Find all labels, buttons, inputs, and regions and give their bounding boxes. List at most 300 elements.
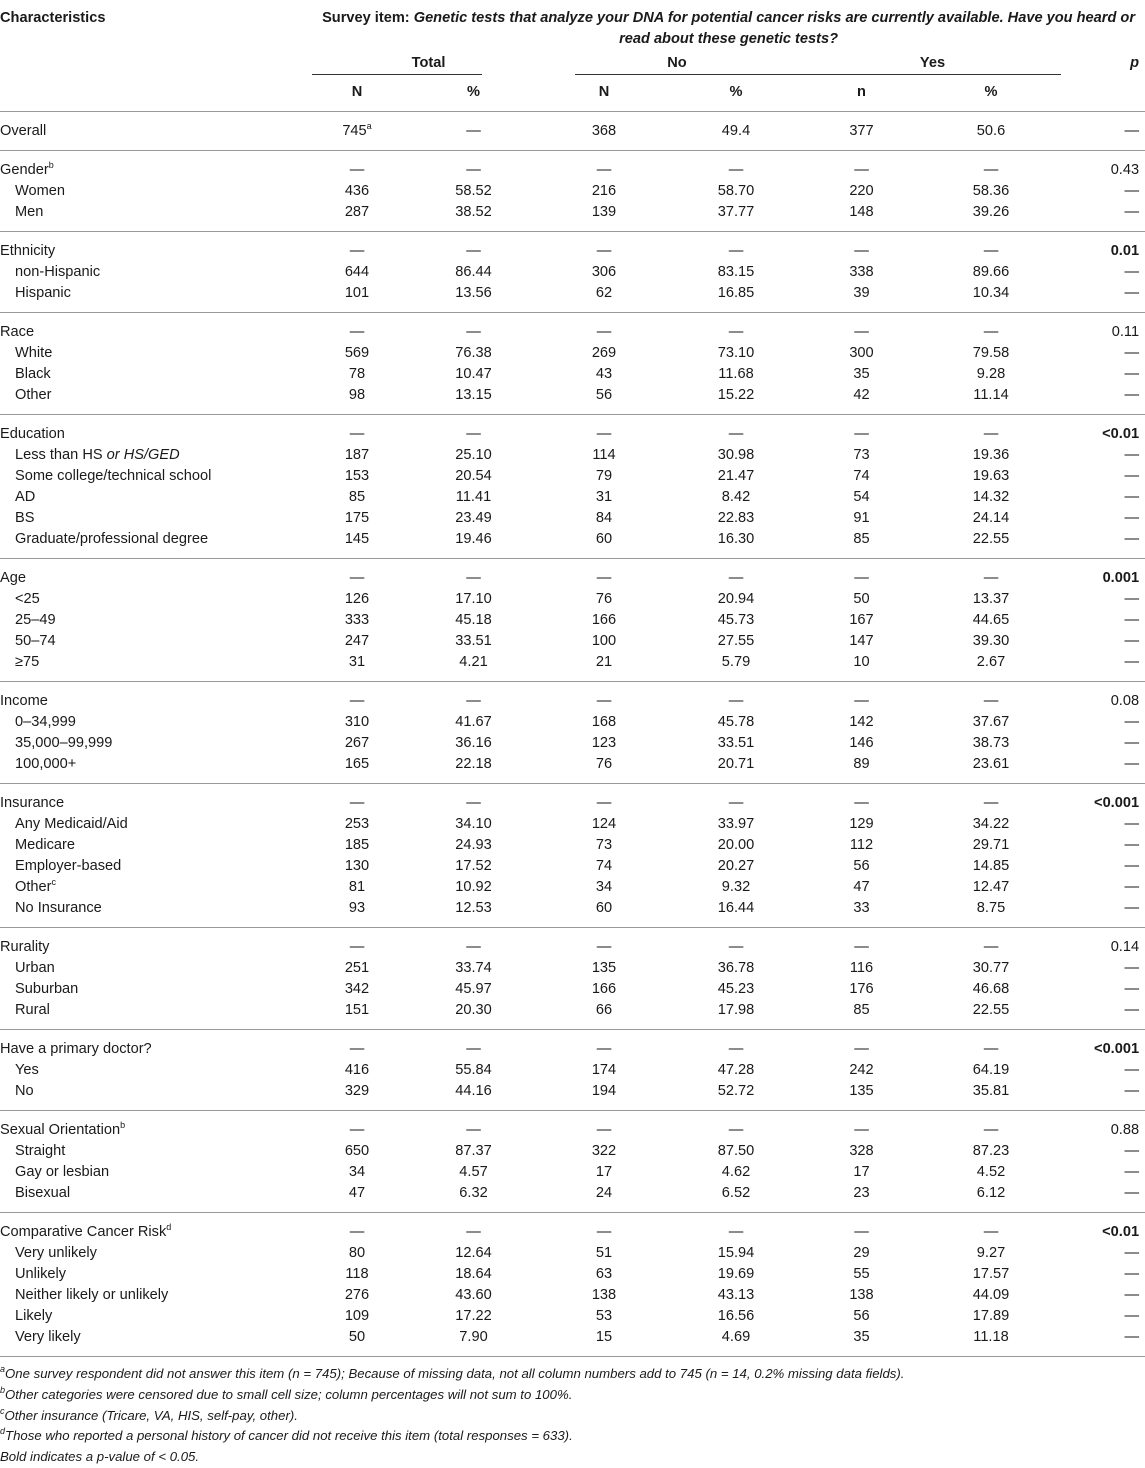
table-cell: 342 — [344, 981, 370, 997]
table-cell: 64.19 — [972, 1062, 1010, 1078]
table-cell: 216 — [591, 183, 617, 199]
p-value-cell: — — [1124, 1164, 1140, 1180]
table-cell: 87.23 — [972, 1143, 1010, 1159]
footnote-text: Other insurance (Tricare, VA, HIS, self-pay, other). — [4, 1407, 298, 1423]
row-label-text: 50–74 — [15, 633, 56, 649]
table-row — [0, 877, 1145, 898]
row-label — [0, 1141, 312, 1162]
p-value-cell: — — [1124, 879, 1140, 895]
row-label-text: Very unlikely — [15, 1245, 97, 1261]
table-cell: 89.66 — [972, 264, 1010, 280]
table-row — [0, 508, 1145, 529]
row-label — [0, 814, 312, 835]
table-cell: 56 — [853, 1308, 870, 1324]
row-label — [0, 1264, 312, 1285]
dash-cell: — — [466, 162, 481, 178]
table-cell: 15.94 — [717, 1245, 755, 1261]
table-row — [0, 1141, 1145, 1162]
table-cell: 20.30 — [402, 1000, 545, 1030]
row-label-text: Women — [15, 183, 66, 199]
dash-cell: — — [466, 1224, 481, 1240]
table-cell: 251 — [344, 960, 370, 976]
table-cell: 338 — [849, 264, 874, 280]
dash-cell: — — [466, 939, 481, 955]
table-cell: 194 — [545, 1081, 663, 1111]
section-label — [0, 415, 312, 446]
row-label — [0, 1306, 312, 1327]
table-cell: 151 — [312, 1000, 402, 1030]
table-cell: 220 — [849, 183, 874, 199]
table-cell: 76 — [595, 591, 613, 607]
section-label-text: Have a primary doctor? — [0, 1041, 152, 1057]
p-value-cell: 0.08 — [1110, 693, 1140, 709]
dash-cell: — — [596, 939, 612, 955]
table-cell: 9.27 — [976, 1245, 1006, 1261]
table-cell: 43 — [595, 366, 613, 382]
table-cell: 4.57 — [459, 1164, 488, 1180]
table-cell: 58.70 — [717, 183, 755, 199]
table-cell: 11.18 — [914, 1327, 1068, 1357]
table-cell: 123 — [591, 735, 617, 751]
table-cell: 135 — [591, 960, 617, 976]
p-value-cell: <0.001 — [1094, 1041, 1140, 1057]
dash-cell: — — [983, 693, 999, 709]
table-cell: 49.4 — [663, 112, 809, 151]
table-row — [0, 1081, 1145, 1111]
table-cell: 139 — [545, 202, 663, 232]
table-cell: 53 — [595, 1308, 613, 1324]
dash-cell: — — [728, 324, 744, 340]
table-cell: 166 — [591, 612, 617, 628]
table-cell: 5.79 — [663, 652, 809, 682]
p-value-cell: — — [1124, 816, 1140, 832]
table-cell: 100 — [591, 633, 617, 649]
p-value-cell: — — [1124, 858, 1140, 874]
table-row — [0, 1183, 1145, 1213]
row-label-text: Graduate/professional degree — [15, 531, 209, 547]
table-cell: 41.67 — [455, 714, 492, 730]
row-label-text: ≥75 — [15, 654, 40, 670]
table-cell: 39.26 — [914, 202, 1068, 232]
table-cell: 416 — [344, 1062, 370, 1078]
table-cell: 168 — [591, 714, 617, 730]
table-cell: 39 — [809, 283, 914, 313]
table-cell: 129 — [849, 816, 874, 832]
dash-cell: — — [596, 324, 612, 340]
table-cell: 436 — [344, 183, 370, 199]
row-label — [0, 529, 312, 559]
p-value-cell: — — [1124, 633, 1140, 649]
p-value-cell: 0.11 — [1111, 324, 1140, 340]
table-cell: 174 — [591, 1062, 617, 1078]
table-cell: 10.92 — [455, 879, 492, 895]
table-cell: 17.98 — [663, 1000, 809, 1030]
row-label-text: 25–49 — [15, 612, 56, 628]
table-row — [0, 754, 1145, 784]
row-label-text: Unlikely — [15, 1266, 67, 1282]
dash-cell: — — [983, 939, 999, 955]
table-cell: 50 — [312, 1327, 402, 1357]
table-cell: 22.18 — [402, 754, 545, 784]
table-cell: 44.16 — [402, 1081, 545, 1111]
subheader-spacer — [0, 78, 312, 112]
table-cell: 63 — [595, 1266, 613, 1282]
subheader-cell: % — [914, 78, 1068, 112]
table-cell: 54 — [853, 489, 870, 505]
dash-cell: — — [854, 243, 869, 259]
table-cell: 6.32 — [402, 1183, 545, 1213]
dash-cell: — — [728, 693, 744, 709]
p-value-cell: 0.01 — [1110, 243, 1140, 259]
row-label-text: Neither likely or unlikely — [15, 1287, 169, 1303]
cell-value: 745 — [342, 123, 367, 139]
dash-cell: — — [728, 162, 744, 178]
table-row — [0, 343, 1145, 364]
table-cell: 47 — [853, 879, 870, 895]
table-cell: 8.75 — [914, 898, 1068, 928]
p-value-cell: 0.14 — [1110, 939, 1140, 955]
dash-cell: — — [983, 162, 999, 178]
table-cell: 58.36 — [972, 183, 1010, 199]
table-cell: 147 — [849, 633, 874, 649]
row-label — [0, 1285, 312, 1306]
table-cell: 14.32 — [972, 489, 1010, 505]
row-label — [0, 445, 312, 466]
p-value-cell: — — [1068, 1183, 1145, 1213]
table-cell: 93 — [312, 898, 402, 928]
table-cell: 368 — [545, 112, 663, 151]
dash-cell: — — [349, 939, 365, 955]
table-cell: 142 — [849, 714, 874, 730]
row-label-text: Less than HS — [15, 447, 107, 463]
footnote — [0, 1385, 1145, 1406]
table-cell: 58.52 — [455, 183, 492, 199]
table-cell: 310 — [344, 714, 370, 730]
dash-cell: — — [349, 1041, 365, 1057]
row-label-text: AD — [15, 489, 36, 505]
group-total-label: Total — [411, 55, 446, 71]
p-value-cell: — — [1068, 529, 1145, 559]
row-label — [0, 1243, 312, 1264]
dash-cell: — — [466, 570, 481, 586]
table-cell: 13.15 — [402, 385, 545, 415]
table-cell: 79.58 — [972, 345, 1010, 361]
row-label-text: Suburban — [15, 981, 79, 997]
table-cell: 76 — [545, 754, 663, 784]
dash-cell: — — [854, 426, 869, 442]
group-no-label: No — [667, 55, 687, 71]
row-label-text: No — [15, 1083, 34, 1099]
table-cell: 166 — [591, 981, 617, 997]
footnote — [0, 1426, 1145, 1447]
row-label-text: <25 — [15, 591, 40, 607]
table-cell: 10 — [809, 652, 914, 682]
table-cell: 45.23 — [717, 981, 755, 997]
dash-cell: — — [466, 243, 481, 259]
table-cell: 33.97 — [717, 816, 755, 832]
table-cell: 19.36 — [972, 447, 1010, 463]
subheader-cell: % — [663, 78, 809, 112]
footnote-text: Those who reported a personal history of cancer did not receive this item (total responses = 633). — [5, 1428, 573, 1444]
table-cell: 13.37 — [972, 591, 1010, 607]
table-cell: 253 — [344, 816, 370, 832]
table-cell: 17.52 — [455, 858, 492, 874]
table-row — [0, 1264, 1145, 1285]
table-cell: 89 — [809, 754, 914, 784]
table-cell: 11.68 — [718, 366, 754, 382]
dash-cell: — — [728, 570, 744, 586]
table-cell: 6.52 — [663, 1183, 809, 1213]
row-label — [0, 835, 312, 856]
dash-cell: — — [596, 570, 612, 586]
section-header-row — [0, 559, 1145, 590]
footnote-marker: b — [48, 160, 54, 170]
p-value-cell: <0.001 — [1094, 795, 1140, 811]
p-value-cell: — — [1068, 283, 1145, 313]
section-label — [0, 682, 312, 713]
table-cell: 20.00 — [717, 837, 755, 853]
table-row — [0, 631, 1145, 652]
footnote-marker: a — [0, 1364, 6, 1374]
row-label — [0, 1000, 312, 1030]
table-cell: 36.78 — [717, 960, 755, 976]
table-cell: 10.34 — [914, 283, 1068, 313]
table-cell: 19.63 — [972, 468, 1010, 484]
table-row — [0, 181, 1145, 202]
table-cell: 328 — [849, 1143, 874, 1159]
p-value-cell: — — [1124, 1287, 1140, 1303]
table-cell: 85 — [348, 489, 366, 505]
dash-cell: — — [854, 795, 869, 811]
row-label — [0, 1327, 312, 1357]
table-cell: 76.38 — [455, 345, 492, 361]
table-cell: 37.77 — [663, 202, 809, 232]
table-row — [0, 589, 1145, 610]
p-value-cell: — — [1124, 612, 1140, 628]
dash-cell: — — [854, 162, 869, 178]
table-cell: 24 — [545, 1183, 663, 1213]
table-cell: 20.54 — [455, 468, 492, 484]
section-header-row — [0, 928, 1145, 959]
table-cell: 21.47 — [717, 468, 755, 484]
dash-cell: — — [728, 939, 744, 955]
section-label-text: Age — [0, 570, 26, 586]
table-cell: 44.65 — [972, 612, 1010, 628]
table-cell: 118 — [345, 1266, 369, 1282]
table-cell: 85 — [809, 1000, 914, 1030]
table-cell: 47.28 — [717, 1062, 755, 1078]
characteristics-header: Characteristics — [0, 10, 106, 26]
row-label — [0, 1060, 312, 1081]
subheader-cell: n — [809, 78, 914, 112]
row-label — [0, 754, 312, 784]
p-value-cell: — — [1124, 264, 1140, 280]
row-label — [0, 202, 312, 232]
dash-cell: — — [854, 324, 869, 340]
table-cell: 20.94 — [717, 591, 755, 607]
table-cell: 30.98 — [717, 447, 755, 463]
dash-cell: — — [596, 1224, 612, 1240]
table-cell: 62 — [545, 283, 663, 313]
table-cell: 569 — [344, 345, 370, 361]
p-value-cell: — — [1124, 714, 1140, 730]
footnote-marker: c — [51, 877, 56, 887]
table-cell: 73 — [595, 837, 613, 853]
row-label-text: No Insurance — [15, 900, 102, 916]
dash-cell: — — [728, 1224, 744, 1240]
p-value-cell: — — [1068, 1000, 1145, 1030]
row-label — [0, 898, 312, 928]
table-cell: 19.69 — [717, 1266, 755, 1282]
group-p-label: p — [1130, 55, 1140, 71]
row-label-text: 0–34,999 — [15, 714, 76, 730]
p-value-cell: 0.43 — [1110, 162, 1140, 178]
section-label — [0, 1213, 312, 1244]
survey-item-lead: Survey item: — [322, 10, 414, 26]
p-value-cell: — — [1124, 960, 1140, 976]
table-cell: 17 — [853, 1164, 870, 1180]
table-cell: 242 — [849, 1062, 874, 1078]
table-cell: 14.85 — [972, 858, 1010, 874]
table-cell: 22.83 — [717, 510, 755, 526]
section-label — [0, 559, 312, 590]
p-value-cell: — — [1124, 591, 1140, 607]
p-value-cell: <0.01 — [1102, 426, 1140, 442]
table-cell: 17.22 — [455, 1308, 492, 1324]
section-label-text: Gender — [0, 162, 49, 178]
p-value-cell: — — [1068, 754, 1145, 784]
subheader-cell: N — [312, 78, 402, 112]
dash-cell: — — [983, 243, 999, 259]
row-label — [0, 652, 312, 682]
table-cell: 30.77 — [972, 960, 1010, 976]
row-label — [0, 856, 312, 877]
table-cell: 73.10 — [717, 345, 755, 361]
dash-cell: — — [854, 1122, 869, 1138]
table-cell: 45.18 — [455, 612, 492, 628]
p-value-cell: — — [1124, 981, 1140, 997]
section-header-row — [0, 151, 1145, 182]
table-cell: 329 — [312, 1081, 402, 1111]
dash-cell: — — [854, 939, 869, 955]
table-cell: 34.10 — [455, 816, 492, 832]
table-cell: 27.55 — [717, 633, 755, 649]
dash-cell: — — [596, 693, 612, 709]
table-cell: 29 — [853, 1245, 870, 1261]
row-label — [0, 712, 312, 733]
dash-cell: — — [349, 243, 365, 259]
table-cell: 4.52 — [976, 1164, 1006, 1180]
table-cell: 15 — [545, 1327, 663, 1357]
footnote — [0, 1406, 1145, 1427]
table-row — [0, 898, 1145, 928]
table-cell: 10.47 — [455, 366, 492, 382]
table-cell: 91 — [853, 510, 870, 526]
table-cell: 11.41 — [455, 489, 492, 505]
row-label-text: Straight — [15, 1143, 66, 1159]
table-cell: 38.52 — [402, 202, 545, 232]
table-cell: 80 — [348, 1245, 366, 1261]
table-cell: 24.93 — [455, 837, 492, 853]
table-cell: 138 — [591, 1287, 617, 1303]
section-label — [0, 313, 312, 344]
row-label-text: Any Medicaid/Aid — [15, 816, 128, 832]
table-row — [0, 1306, 1145, 1327]
table-cell: 12.53 — [402, 898, 545, 928]
table-cell: 33.74 — [455, 960, 492, 976]
dash-cell: — — [349, 795, 365, 811]
p-value-cell: — — [1124, 1266, 1140, 1282]
table-cell: 20.71 — [663, 754, 809, 784]
table-cell: 55 — [853, 1266, 870, 1282]
row-label-text: BS — [15, 510, 35, 526]
row-label-text: Hispanic — [15, 285, 71, 301]
table-cell: 167 — [849, 612, 874, 628]
table-row — [0, 262, 1145, 283]
dash-cell: — — [466, 324, 481, 340]
section-header-row — [0, 1111, 1145, 1142]
row-label-emphasis: or HS/GED — [106, 447, 180, 463]
table-cell: 56 — [853, 858, 870, 874]
table-cell: 35.81 — [914, 1081, 1068, 1111]
table-cell: 47 — [312, 1183, 402, 1213]
table-cell: 20.27 — [717, 858, 755, 874]
row-label-text: Gay or lesbian — [15, 1164, 110, 1180]
table-row — [0, 1000, 1145, 1030]
table-cell: 78 — [348, 366, 366, 382]
table-cell: 130 — [344, 858, 370, 874]
table-cell: 34.22 — [972, 816, 1010, 832]
row-label-text: Yes — [15, 1062, 39, 1078]
dash-cell: — — [983, 1122, 999, 1138]
table-cell: 124 — [591, 816, 617, 832]
table-cell: 66 — [545, 1000, 663, 1030]
section-label — [0, 928, 312, 959]
table-cell: 4.21 — [402, 652, 545, 682]
survey-item-header — [312, 0, 1145, 50]
table-cell: 42 — [809, 385, 914, 415]
table-row — [0, 979, 1145, 1000]
table-cell: 287 — [312, 202, 402, 232]
section-header-row — [0, 1213, 1145, 1244]
table-cell: 83.15 — [717, 264, 755, 280]
table-cell: 37.67 — [972, 714, 1010, 730]
dash-cell: — — [596, 426, 612, 442]
group-yes-label: Yes — [919, 55, 946, 71]
dash-cell: — — [854, 570, 869, 586]
p-value-cell: 0.001 — [1102, 570, 1140, 586]
row-label-text: Men — [15, 204, 44, 220]
p-value-cell: <0.01 — [1102, 1224, 1140, 1240]
table-cell: 55.84 — [455, 1062, 492, 1078]
table-cell: 87.50 — [717, 1143, 755, 1159]
table-cell: 16.44 — [663, 898, 809, 928]
row-label-text: Employer-based — [15, 858, 122, 874]
table-row — [0, 958, 1145, 979]
row-label — [0, 733, 312, 754]
table-cell: 175 — [344, 510, 370, 526]
row-label-text: Likely — [15, 1308, 53, 1324]
row-label — [0, 877, 312, 898]
table-row — [0, 1162, 1145, 1183]
dash-cell: — — [349, 1224, 365, 1240]
table-cell: 79 — [595, 468, 613, 484]
table-cell: 34 — [348, 1164, 366, 1180]
dash-cell: — — [983, 324, 999, 340]
table-cell: 650 — [344, 1143, 370, 1159]
table-cell: 45.78 — [717, 714, 755, 730]
footnote-text: Bold indicates a p-value of < 0.05. — [0, 1449, 200, 1465]
